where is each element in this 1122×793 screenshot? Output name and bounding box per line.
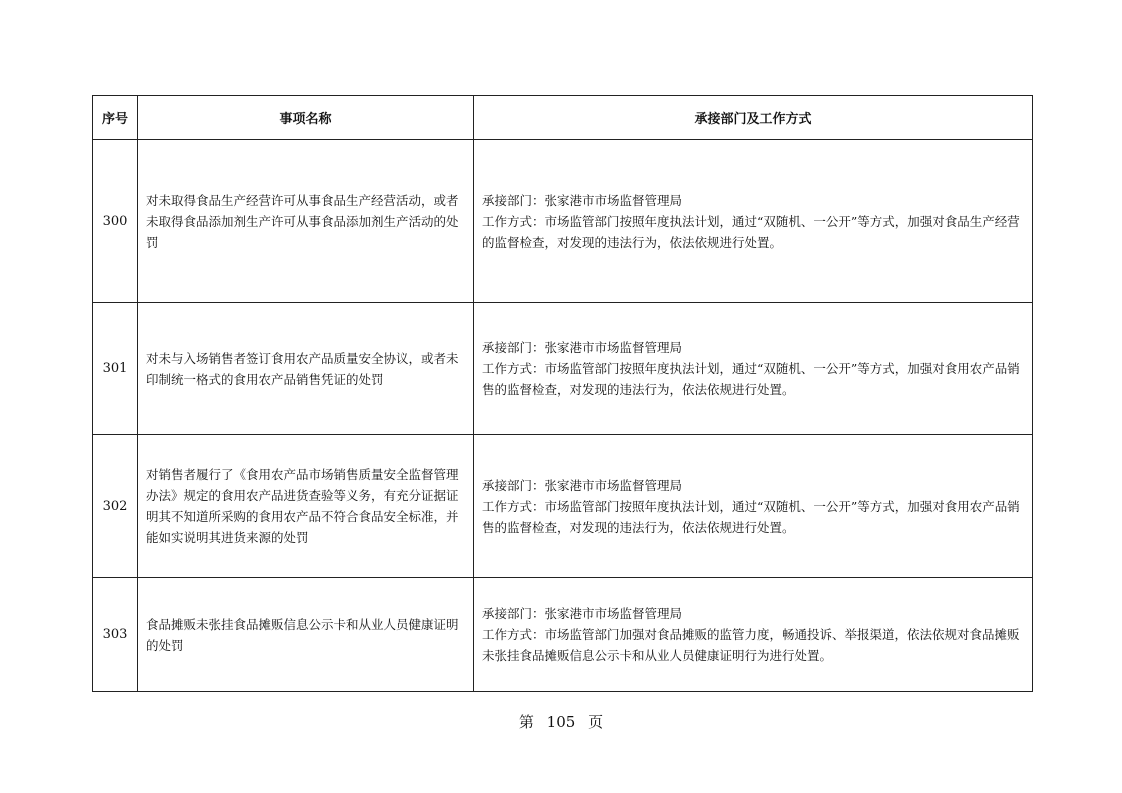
row-seq: 302 (93, 435, 138, 578)
row-dept-cell (474, 303, 1033, 435)
row-name: 对未取得食品生产经营许可从事食品生产经营活动，或者未取得食品添加剂生产许可从事食品添加剂生产活动的处罚 (138, 140, 474, 303)
page-prefix: 第 (518, 713, 534, 731)
row-seq: 301 (93, 303, 138, 435)
page-suffix: 页 (588, 713, 604, 731)
row-name: 对未与入场销售者签订食用农产品质量安全协议，或者未印制统一格式的食用农产品销售凭证的处罚 (138, 303, 474, 435)
header-name: 事项名称 (138, 96, 474, 140)
row-method: 工作方式：市场监管部门加强对食品摊贩的监管力度，畅通投诉、举报渠道，依法依规对食品摊贩未张挂食品摊贩信息公示卡和从业人员健康证明行为进行处置。 (482, 627, 1020, 663)
page-number: 105 (546, 713, 576, 731)
row-name: 对销售者履行了《食用农产品市场销售质量安全监督管理办法》规定的食用农产品进货查验等义务，有充分证据证明其不知道所采购的食用农产品不符合食品安全标准，并能如实说明其进货来源的处罚 (138, 435, 474, 578)
row-dept: 承接部门：张家港市市场监督管理局 (482, 606, 683, 621)
row-dept: 承接部门：张家港市市场监督管理局 (482, 477, 683, 493)
row-method: 工作方式：市场监管部门按照年度执法计划，通过“双随机、一公开”等方式，加强对食用农产品销售的监督检查，对发现的违法行为，依法依规进行处置。 (482, 361, 1020, 397)
row-dept-cell (474, 140, 1033, 303)
row-dept-cell (474, 435, 1033, 578)
row-dept: 承接部门：张家港市市场监督管理局 (482, 340, 683, 355)
matters-table (92, 95, 1033, 692)
table-row (93, 435, 1033, 578)
row-dept-cell (474, 578, 1033, 692)
table-row (93, 303, 1033, 435)
row-name: 食品摊贩未张挂食品摊贩信息公示卡和从业人员健康证明的处罚 (138, 578, 474, 692)
table-header-row (93, 96, 1033, 140)
table-row (93, 140, 1033, 303)
row-dept: 承接部门：张家港市市场监督管理局 (482, 192, 683, 208)
header-dept: 承接部门及工作方式 (474, 96, 1033, 140)
table-row (93, 578, 1033, 692)
page-number-footer (0, 711, 1122, 732)
row-seq: 303 (93, 578, 138, 692)
row-method: 工作方式：市场监管部门按照年度执法计划，通过“双随机、一公开”等方式，加强对食用农产品销售的监督检查，对发现的违法行为，依法依规进行处置。 (482, 498, 1020, 535)
row-seq: 300 (93, 140, 138, 303)
header-seq: 序号 (93, 96, 138, 140)
row-method: 工作方式：市场监管部门按照年度执法计划，通过“双随机、一公开”等方式，加强对食品生产经营的监督检查，对发现的违法行为，依法依规进行处置。 (482, 213, 1020, 250)
